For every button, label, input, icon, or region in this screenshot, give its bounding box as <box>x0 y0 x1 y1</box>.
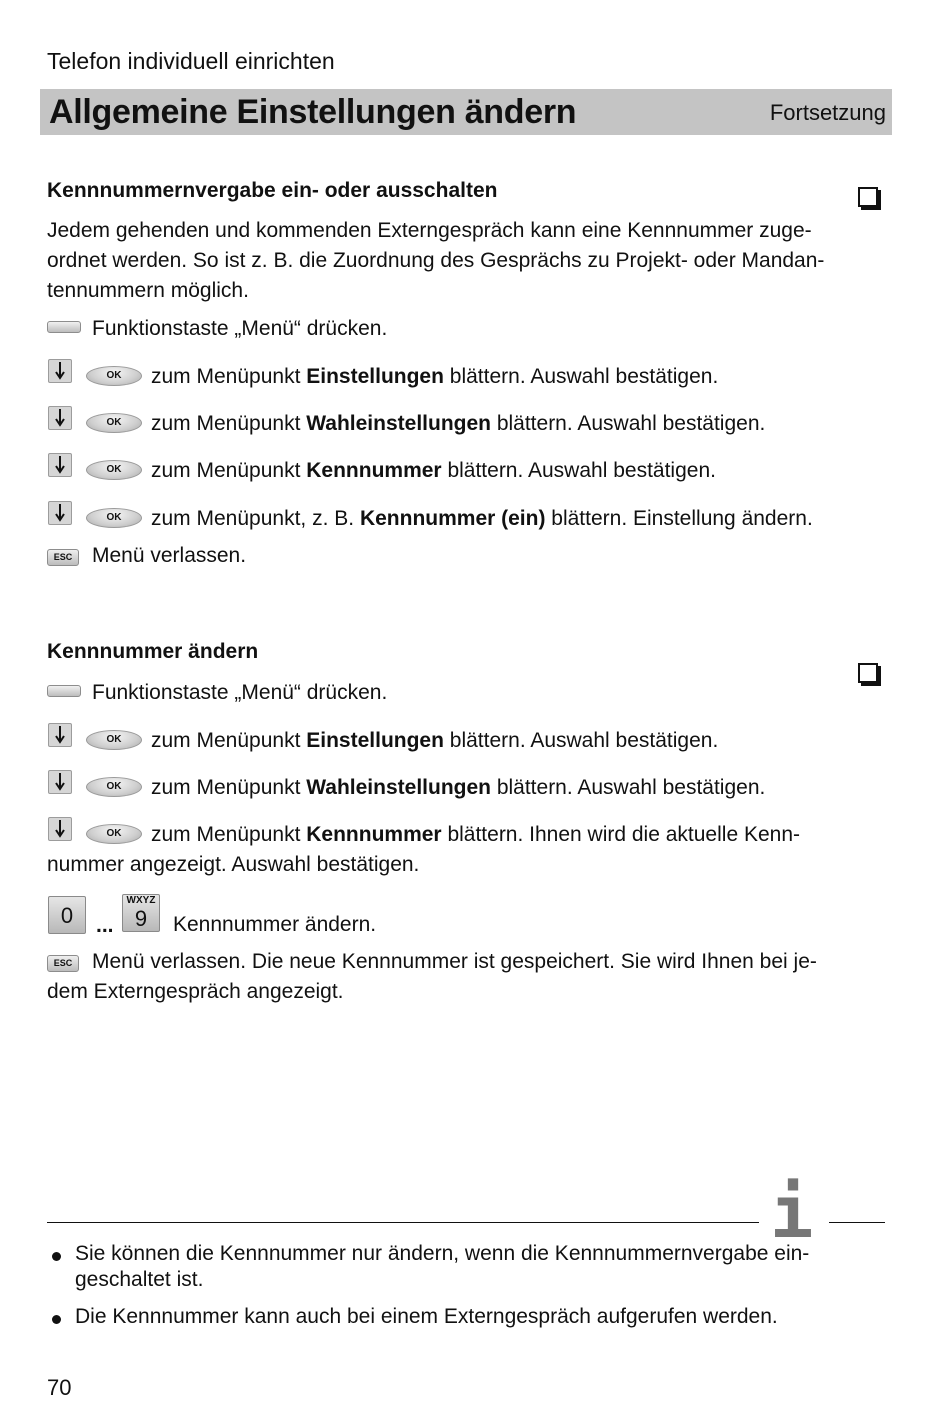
step-menu-text: Funktionstaste „Menü“ drücken. <box>92 317 388 340</box>
info-bullet-line2: geschaltet ist. <box>75 1268 204 1291</box>
section1-intro-line3: tennummern möglich. <box>47 279 249 302</box>
section2-heading: Kennnummer ändern <box>47 640 259 663</box>
esc-key-icon: ESC <box>47 549 79 566</box>
step-text: zum Menüpunkt Einstellungen blättern. Auswahl bestätigen. <box>151 729 719 752</box>
ok-key-icon: OK <box>86 460 142 480</box>
arrow-down-key-icon <box>48 817 72 841</box>
step-text: zum Menüpunkt Kennnummer blättern. Ihnen wird die aktuelle Kenn- <box>151 823 800 846</box>
ok-key-icon: OK <box>86 413 142 433</box>
section-title: Telefon individuell einrichten <box>47 48 335 74</box>
digit-step-text: Kennnummer ändern. <box>173 913 377 936</box>
menu-key-icon <box>47 321 81 333</box>
ok-key-icon: OK <box>86 366 142 386</box>
esc-key-icon: ESC <box>47 955 79 972</box>
digit-key-0-icon: 0 <box>48 896 86 934</box>
step-text: zum Menüpunkt Kennnummer blättern. Auswahl bestätigen. <box>151 459 716 482</box>
arrow-down-key-icon <box>48 406 72 430</box>
step-text: zum Menüpunkt Wahleinstellungen blättern. Auswahl bestätigen. <box>151 412 766 435</box>
step-text: zum Menüpunkt Einstellungen blättern. Auswahl bestätigen. <box>151 365 719 388</box>
ok-key-icon: OK <box>86 508 142 528</box>
menu-key-icon <box>47 685 81 697</box>
divider <box>829 1222 885 1223</box>
section1-intro-line2: ordnet werden. So ist z. B. die Zuordnung des Gesprächs zu Projekt- oder Mandan- <box>47 249 825 272</box>
ok-key-icon: OK <box>86 777 142 797</box>
checkbox-icon <box>858 663 878 683</box>
info-bullet-line1: Die Kennnummer kann auch bei einem Externgespräch aufgerufen werden. <box>75 1305 778 1328</box>
checkbox-icon <box>858 187 878 207</box>
arrow-down-key-icon <box>48 501 72 525</box>
arrow-down-key-icon <box>48 770 72 794</box>
bullet-icon <box>52 1315 61 1324</box>
step-text-continued: nummer angezeigt. Auswahl bestätigen. <box>47 853 420 876</box>
bullet-icon <box>52 1252 61 1261</box>
continued-label: Fortsetzung <box>769 100 886 125</box>
step-text: zum Menüpunkt, z. B. Kennnummer (ein) blättern. Einstellung ändern. <box>151 507 813 530</box>
digit-key-9-icon: WXYZ 9 <box>122 894 160 932</box>
exit-text-line2: dem Externgespräch angezeigt. <box>47 980 344 1003</box>
arrow-down-key-icon <box>48 453 72 477</box>
step-exit-text: Menü verlassen. <box>92 544 247 567</box>
section1-heading: Kennnummernvergabe ein- oder ausschalten <box>47 179 498 202</box>
page-number: 70 <box>47 1375 72 1400</box>
exit-text-line1: Menü verlassen. Die neue Kennnummer ist gespeichert. Sie wird Ihnen bei je- <box>92 950 817 973</box>
ok-key-icon: OK <box>86 824 142 844</box>
arrow-down-key-icon <box>48 723 72 747</box>
step-text: zum Menüpunkt Wahleinstellungen blättern. Auswahl bestätigen. <box>151 776 766 799</box>
digit-range-ellipsis: ... <box>96 914 114 937</box>
arrow-down-key-icon <box>48 359 72 383</box>
section1-intro-line1: Jedem gehenden und kommenden Externgespräch kann eine Kennnummer zuge- <box>47 219 812 242</box>
info-icon: i <box>770 1170 814 1254</box>
step-menu-text: Funktionstaste „Menü“ drücken. <box>92 681 388 704</box>
ok-key-icon: OK <box>86 730 142 750</box>
page-heading: Allgemeine Einstellungen ändern <box>49 93 577 131</box>
info-bullet-line1: Sie können die Kennnummer nur ändern, wenn die Kennnummernvergabe ein- <box>75 1242 810 1265</box>
divider <box>47 1222 759 1223</box>
